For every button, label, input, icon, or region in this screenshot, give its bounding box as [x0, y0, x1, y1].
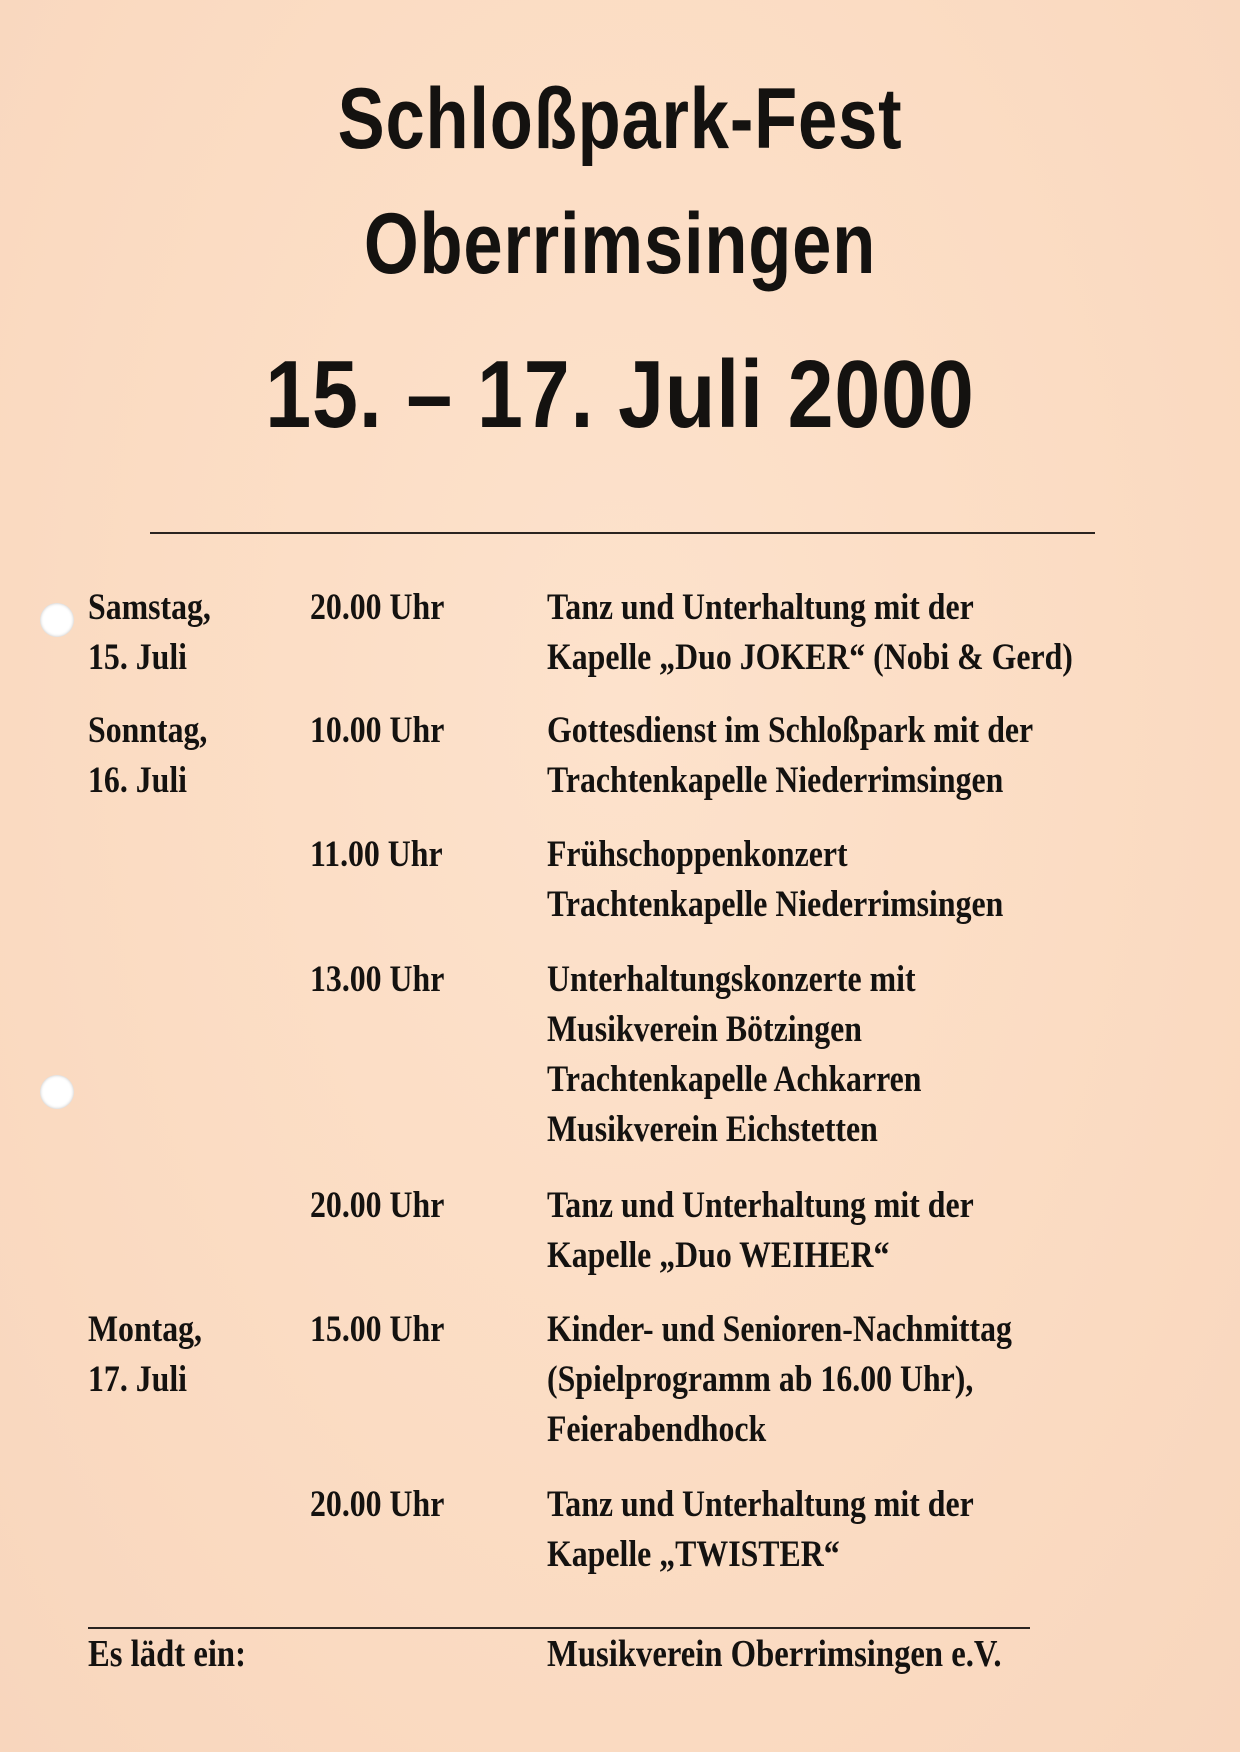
event-location: Oberrimsingen: [363, 196, 877, 292]
description-line: Feierabendhock: [547, 1409, 767, 1450]
description-line: Trachtenkapelle Niederrimsingen: [547, 884, 1004, 925]
day-date: 15. Juli: [88, 637, 188, 678]
day-date: 16. Juli: [88, 760, 188, 801]
description-line: Tanz und Unterhaltung mit der: [547, 1484, 974, 1525]
program-day: [88, 1305, 202, 1405]
description-line: Trachtenkapelle Niederrimsingen: [547, 760, 1004, 801]
description-line: Trachtenkapelle Achkarren: [547, 1059, 922, 1100]
day-name: Sonntag,: [88, 710, 208, 751]
description-line: Gottesdienst im Schloßpark mit der: [547, 710, 1034, 751]
program-time: 20.00 Uhr: [310, 587, 445, 628]
program-description: [547, 706, 1033, 806]
program-day: [88, 583, 211, 683]
day-name: Samstag,: [88, 587, 211, 628]
program-description: [547, 1181, 974, 1281]
description-line: Kapelle „Duo JOKER“ (Nobi & Gerd): [547, 637, 1073, 678]
program-time: 10.00 Uhr: [310, 710, 445, 751]
description-line: Kapelle „TWISTER“: [547, 1534, 840, 1575]
program-time: 13.00 Uhr: [310, 959, 445, 1000]
program-time: 20.00 Uhr: [310, 1484, 445, 1525]
program-time: 20.00 Uhr: [310, 1185, 445, 1226]
program-description: [547, 955, 921, 1155]
program-time: 15.00 Uhr: [310, 1309, 445, 1350]
program-description: [547, 1305, 1012, 1455]
program-day: [88, 706, 207, 806]
description-line: (Spielprogramm ab 16.00 Uhr),: [547, 1359, 974, 1400]
event-title: Schloßpark-Fest: [337, 71, 903, 167]
description-line: Musikverein Eichstetten: [547, 1109, 878, 1150]
description-line: Tanz und Unterhaltung mit der: [547, 587, 974, 628]
description-line: Frühschoppenkonzert: [547, 834, 848, 875]
description-line: Musikverein Bötzingen: [547, 1009, 862, 1050]
program-description: [547, 583, 1073, 683]
description-line: Tanz und Unterhaltung mit der: [547, 1185, 974, 1226]
host-name: Musikverein Oberrimsingen e.V.: [547, 1633, 1002, 1675]
day-date: 17. Juli: [88, 1359, 188, 1400]
invite-label: Es lädt ein:: [88, 1633, 246, 1675]
punch-hole: [40, 603, 74, 637]
program-description: [547, 1480, 974, 1580]
top-divider: [150, 532, 1095, 534]
description-line: Kinder- und Senioren-Nachmittag: [547, 1309, 1012, 1350]
description-line: Unterhaltungskonzerte mit: [547, 959, 916, 1000]
punch-hole: [40, 1075, 74, 1109]
description-line: Kapelle „Duo WEIHER“: [547, 1235, 890, 1276]
program-description: [547, 830, 1003, 930]
event-dates: 15. – 17. Juli 2000: [265, 341, 975, 448]
program-time: 11.00 Uhr: [310, 834, 443, 875]
day-name: Montag,: [88, 1309, 203, 1350]
